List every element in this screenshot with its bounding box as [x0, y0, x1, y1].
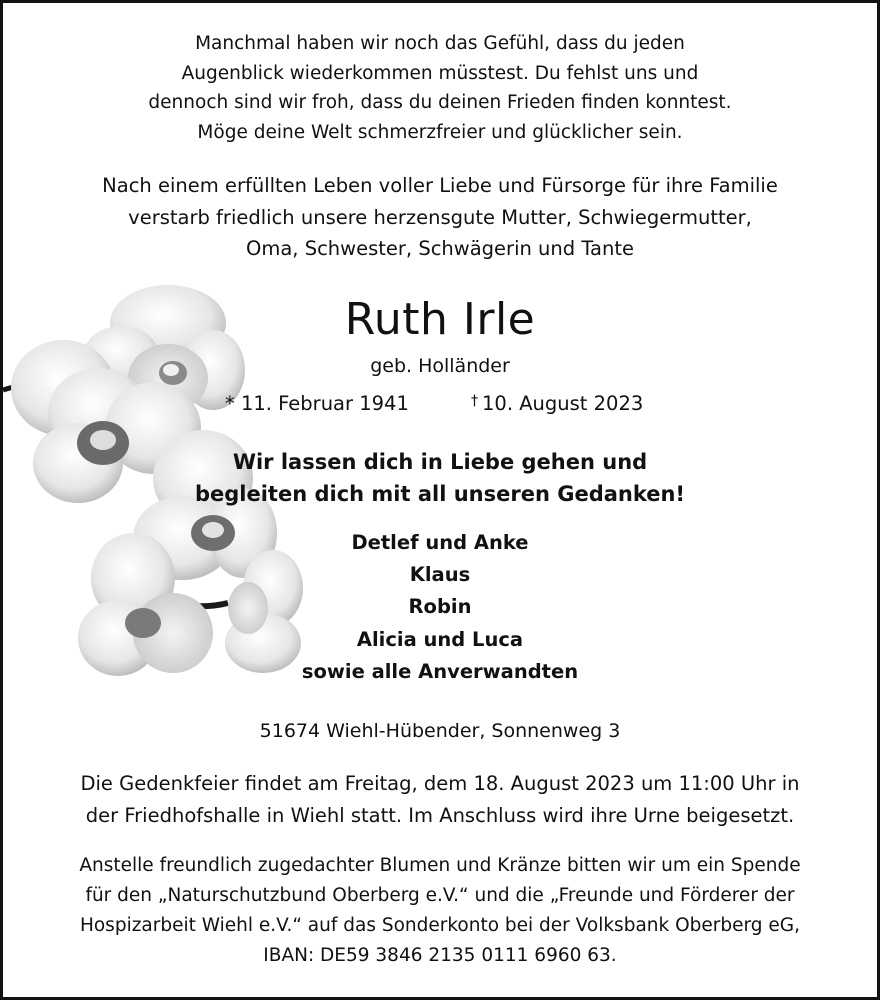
death-announcement	[3, 170, 877, 265]
family-address: 51674 Wiehl-Hübender, Sonnenweg 3	[259, 720, 621, 742]
deceased-name: Ruth Irle	[344, 294, 536, 345]
mourner-entry: sowie alle Anverwandten	[301, 659, 579, 683]
poem-line: Möge deine Welt schmerzfreier und glücklicher sein.	[197, 121, 683, 143]
donation-line: Anstelle freundlich zugedachter Blumen und Kränze bitten wir um ein Spende	[79, 855, 801, 876]
life-dates	[3, 388, 877, 420]
ceremony-info	[3, 768, 877, 831]
poem-line: dennoch sind wir froh, dass du deinen Frieden finden konntest.	[148, 92, 732, 114]
mourner-entry: Klaus	[409, 563, 471, 587]
death-date: 10. August 2023	[482, 392, 644, 415]
mourner-entry: Robin	[408, 595, 472, 619]
death-date-group	[471, 388, 643, 422]
farewell-line: begleiten dich mit all unseren Gedanken!	[194, 481, 686, 506]
poem	[3, 29, 877, 147]
announcement-line: verstarb friedlich unsere herzensgute Mutter, Schwiegermutter,	[128, 205, 752, 229]
donation-iban: IBAN: DE59 3846 2135 0111 6960 63.	[263, 945, 617, 966]
mourners-list	[3, 527, 877, 688]
ceremony-line: der Friedhofshalle in Wiehl statt. Im Anschluss wird ihre Urne beigesetzt.	[85, 803, 795, 827]
farewell-message	[3, 447, 877, 510]
mourner-entry: Alicia und Luca	[356, 627, 524, 651]
announcement-line: Oma, Schwester, Schwägerin und Tante	[246, 237, 634, 261]
ceremony-line: Die Gedenkfeier findet am Freitag, dem 18. August 2023 um 11:00 Uhr in	[80, 772, 800, 795]
poem-line: Augenblick wiederkommen müsstest. Du fehlst uns und	[181, 62, 699, 84]
farewell-line: Wir lassen dich in Liebe gehen und	[232, 450, 648, 474]
announcement-line: Nach einem erfüllten Leben voller Liebe und Fürsorge für ihre Familie	[102, 174, 778, 197]
donation-line: für den „Naturschutzbund Oberberg e.V.“ und die „Freunde und Förderer der	[85, 885, 795, 906]
mourner-entry: Detlef und Anke	[351, 531, 529, 554]
donation-line: Hospizarbeit Wiehl e.V.“ auf das Sonderkonto bei der Volksbank Oberberg eG,	[79, 915, 801, 936]
birth-name: geb. Holländer	[370, 355, 510, 377]
cross-icon: †	[471, 393, 478, 409]
donation-request	[3, 851, 877, 971]
poem-line: Manchmal haben wir noch das Gefühl, dass du jeden	[195, 33, 685, 54]
birth-date: * 11. Februar 1941	[225, 392, 409, 415]
